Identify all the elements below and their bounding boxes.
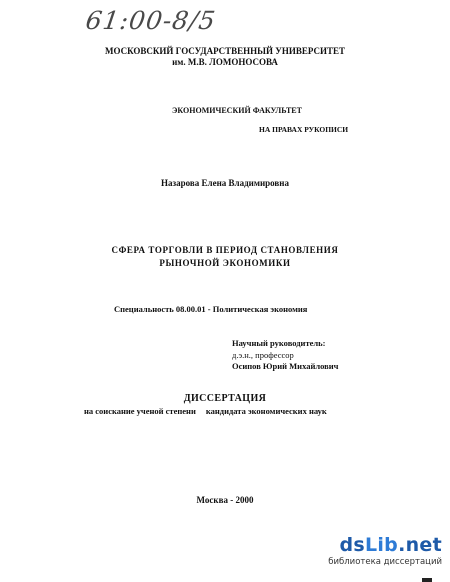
author-name: Назарова Елена Владимировна (161, 178, 289, 188)
city-year: Москва - 2000 (196, 495, 254, 505)
logo-lib: Lib (364, 534, 399, 556)
degree-sought-line (84, 406, 327, 416)
faculty-name: ЭКОНОМИЧЕСКИЙ ФАКУЛЬТЕТ (172, 106, 302, 115)
handwritten-code-text: 61:00-8/5 (83, 6, 218, 35)
scan-corner-mark (422, 578, 432, 582)
title-line-1: СФЕРА ТОРГОВЛИ В ПЕРИОД СТАНОВЛЕНИЯ (111, 245, 339, 255)
dslib-logo (328, 534, 442, 556)
dissertation-heading: ДИССЕРТАЦИЯ (183, 393, 267, 404)
dslib-watermark (328, 534, 442, 567)
logo-net: .net (398, 534, 442, 556)
supervisor-name: Осипов Юрий Михайлович (232, 361, 339, 371)
supervisor-degree: д.э.н., профессор (232, 349, 294, 360)
logo-ds: ds (339, 534, 365, 556)
supervisor-block (232, 338, 338, 373)
supervisor-label: Научный руководитель: (232, 338, 326, 348)
dissertation-title (0, 244, 450, 270)
university-name: МОСКОВСКИЙ ГОСУДАРСТВЕННЫЙ УНИВЕРСИТЕТ (105, 46, 345, 56)
specialty-line: Специальность 08.00.01 - Политическая экономия (114, 304, 308, 314)
degree-sought-name: кандидата экономических наук (205, 406, 327, 416)
title-line-2: РЫНОЧНОЙ ЭКОНОМИКИ (159, 258, 291, 268)
dslib-subtitle: библиотека диссертаций (328, 557, 442, 567)
manuscript-rights-note: НА ПРАВАХ РУКОПИСИ (259, 125, 349, 134)
university-header (0, 46, 450, 68)
university-named-after: им. М.В. ЛОМОНОСОВА (172, 57, 278, 67)
degree-sought-prefix: на соискание ученой степени (84, 406, 196, 416)
handwritten-archive-code (83, 6, 316, 42)
